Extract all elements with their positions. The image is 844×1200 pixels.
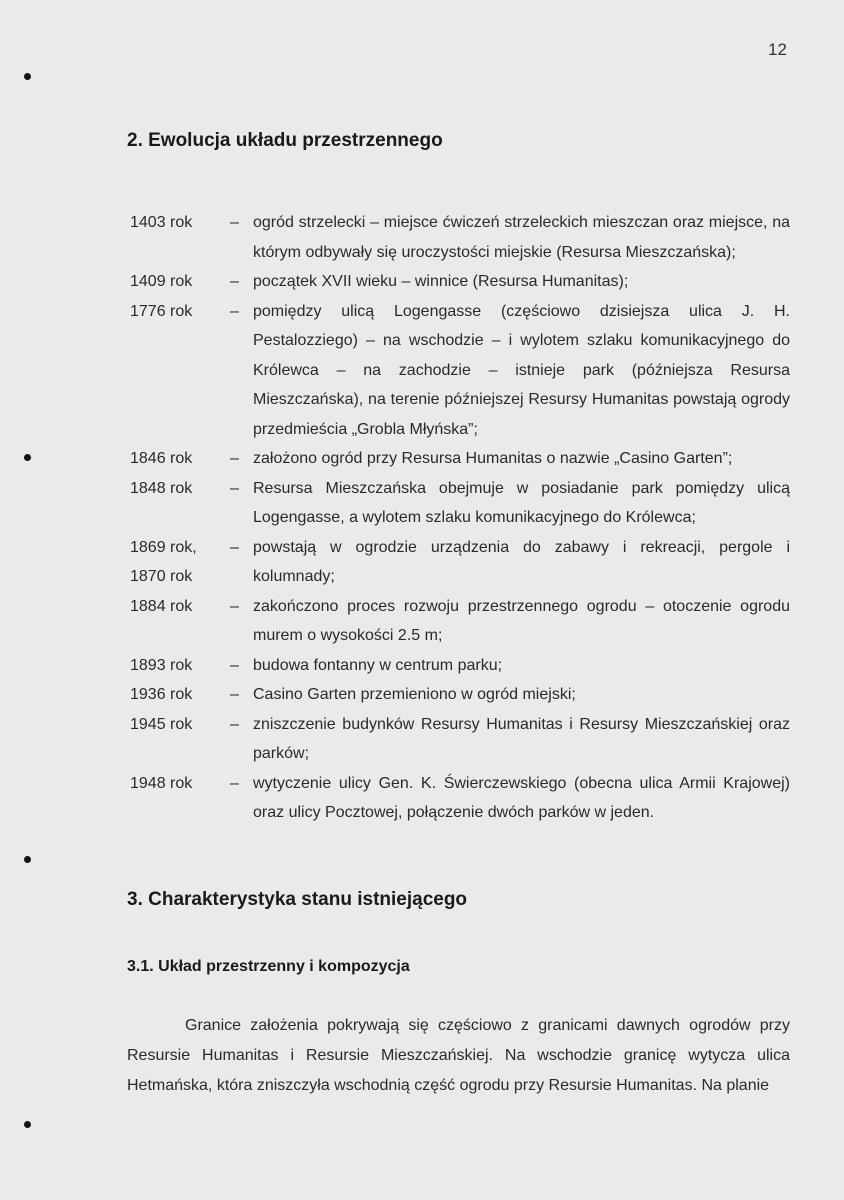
body-paragraph: Granice założenia pokrywają się częściowo z granicami dawnych ogrodów przy Resursie Humanitas i Resursie Mieszczańskiej. Na wschodzie granicę wytycza ulica Hetmańska, która zniszczyła wschodnią część ogrodu przy Resursie Humanitas. Na planie — [127, 1017, 790, 1094]
punch-hole-icon — [24, 1121, 31, 1128]
page-number: 12 — [768, 40, 787, 59]
timeline-entry — [130, 297, 790, 445]
timeline-entry — [130, 680, 790, 710]
entry-year: 1893 rok — [130, 656, 193, 674]
timeline-entry — [130, 444, 790, 474]
entry-year: 1948 rok — [130, 774, 193, 792]
entry-text: wytyczenie ulicy Gen. K. Świerczewskiego (obecna ulica Armii Krajowej) oraz ulicy Pocztowej, połączenie dwóch parków w jeden. — [253, 774, 790, 821]
timeline-entry — [130, 474, 790, 533]
entry-year: 1884 rok — [130, 597, 193, 615]
punch-hole-icon — [24, 856, 31, 863]
section-3-heading: 3. Charakterystyka stanu istniejącego — [127, 889, 468, 910]
timeline-entry — [130, 769, 790, 828]
entry-dash: – — [230, 302, 239, 320]
entry-year: 1936 rok — [130, 686, 193, 703]
entry-year: 1945 rok — [130, 715, 193, 733]
entry-year: 1403 rok — [130, 214, 193, 231]
entry-text: pomiędzy ulicą Logengasse (częściowo dzisiejsza ulica J. H. Pestalozziego) – na wschodzie – i wylotem szlaku komunikacyjnego do Królewca – na zachodzie – istnieje park (późniejsza Resursa Mieszczańska), na terenie późniejszej Resursy Humanitas powstają ogrody przedmieścia „Grobla Młyńska”; — [253, 302, 790, 438]
entry-text: początek XVII wieku – winnice (Resursa Humanitas); — [253, 273, 629, 290]
entry-text: ogród strzelecki – miejsce ćwiczeń strzeleckich mieszczan oraz miejsce, na którym odbywały się uroczystości miejskie (Resursa Mieszczańska); — [253, 214, 790, 261]
entry-text: Resursa Mieszczańska obejmuje w posiadanie park pomiędzy ulicą Logengasse, a wylotem szlaku komunikacyjnego do Królewca; — [253, 479, 790, 526]
entry-dash: – — [230, 597, 239, 615]
entry-dash: – — [230, 538, 239, 556]
timeline-entry — [130, 592, 790, 651]
entry-text: Casino Garten przemieniono w ogród miejski; — [253, 686, 576, 703]
entry-dash: – — [230, 686, 239, 703]
entry-text: budowa fontanny w centrum parku; — [253, 656, 503, 674]
timeline-entry — [130, 267, 790, 297]
entry-year: 1846 rok — [130, 450, 193, 467]
entry-dash: – — [230, 214, 239, 231]
entry-year: 1848 rok — [130, 479, 193, 497]
timeline-entry — [130, 533, 790, 592]
timeline-entry — [130, 651, 790, 681]
entry-year: 1409 rok — [130, 273, 193, 290]
entry-dash: – — [230, 656, 239, 674]
entry-dash: – — [230, 715, 239, 733]
punch-hole-icon — [24, 454, 31, 461]
entry-dash: – — [230, 450, 239, 467]
entry-text: założono ogród przy Resursa Humanitas o nazwie „Casino Garten”; — [253, 450, 733, 467]
punch-hole-icon — [24, 73, 31, 80]
entry-dash: – — [230, 273, 239, 290]
entry-text: zakończono proces rozwoju przestrzennego ogrodu – otoczenie ogrodu murem o wysokości 2.5 m; — [253, 597, 790, 644]
entry-text: powstają w ogrodzie urządzenia do zabawy i rekreacji, pergole i kolumnady; — [253, 538, 790, 585]
timeline-entry — [130, 710, 790, 769]
section-2-heading: 2. Ewolucja układu przestrzennego — [127, 130, 443, 151]
entry-year: 1776 rok — [130, 302, 193, 320]
entry-dash: – — [230, 479, 239, 497]
entry-dash: – — [230, 774, 239, 792]
timeline-list — [130, 208, 790, 828]
entry-year: 1869 rok, 1870 rok — [130, 538, 197, 585]
timeline-entry — [130, 208, 790, 267]
entry-text: zniszczenie budynków Resursy Humanitas i Resursy Mieszczańskiej oraz parków; — [253, 715, 790, 762]
section-3-1-heading: 3.1. Układ przestrzenny i kompozycja — [127, 958, 410, 975]
